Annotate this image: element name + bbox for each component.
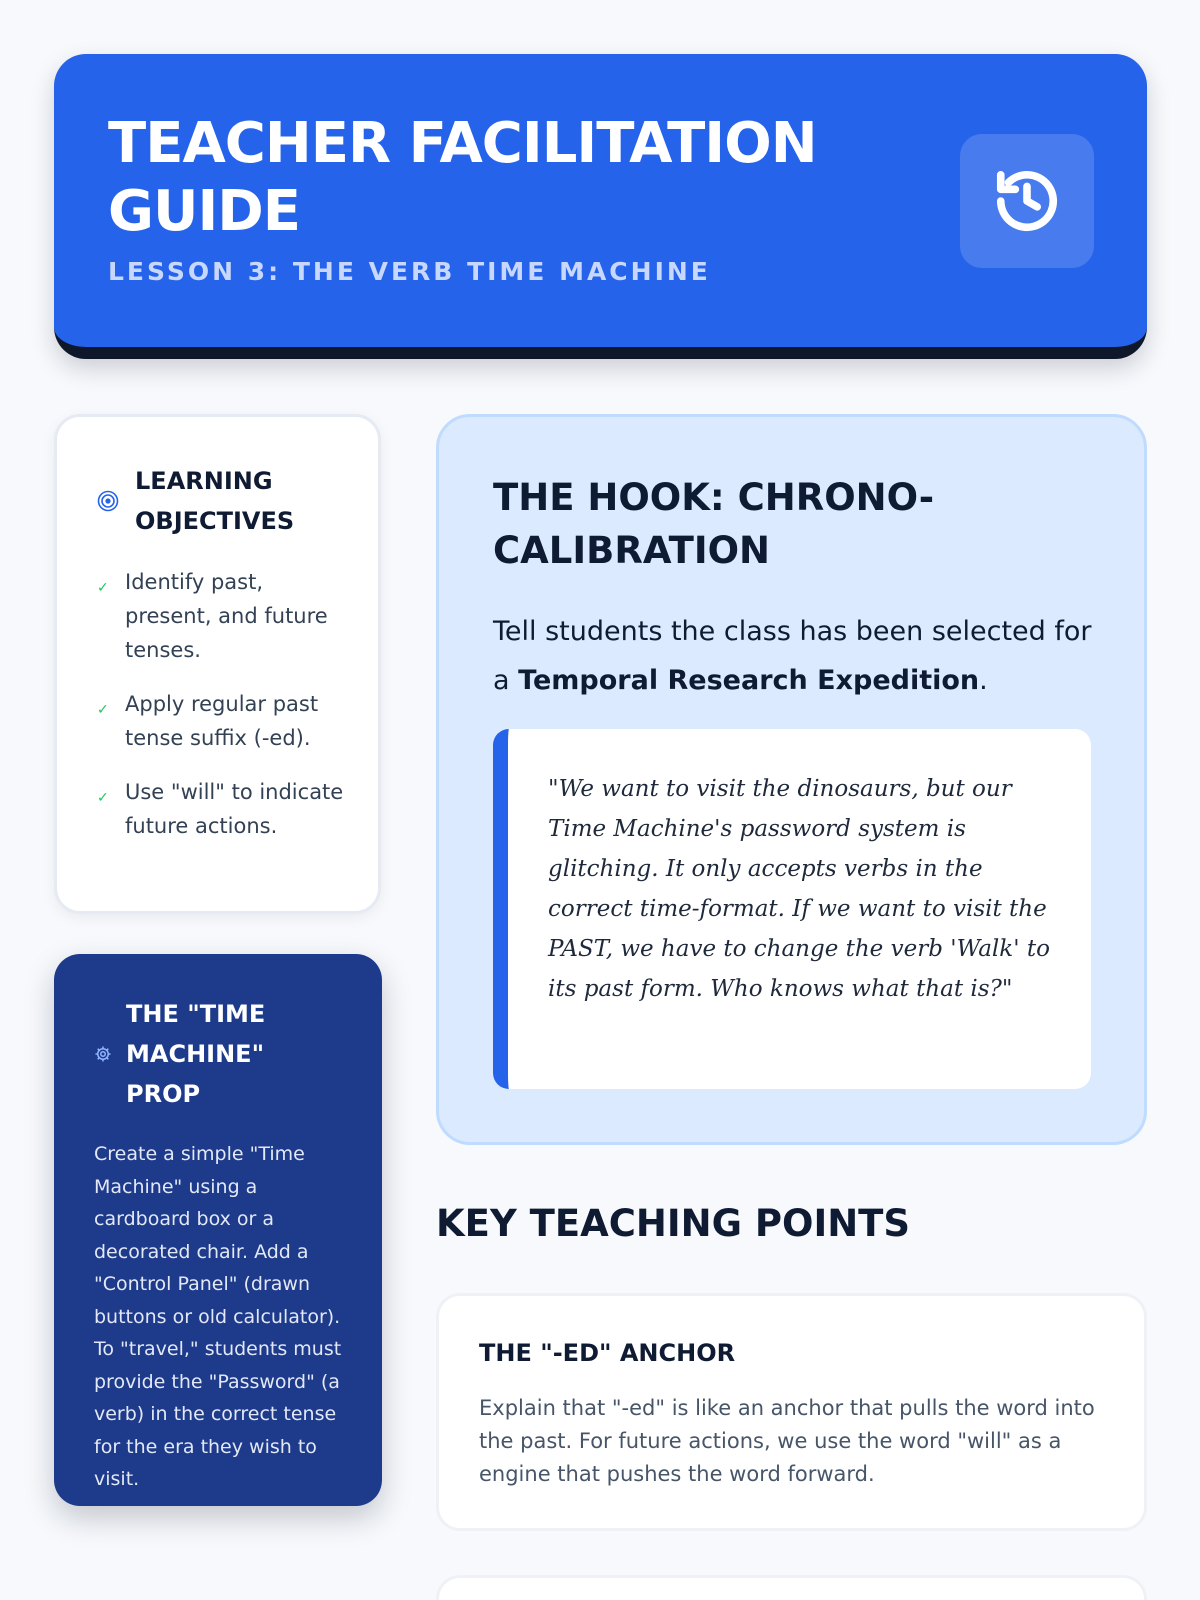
objective-text: Apply regular past tense suffix (-ed).: [125, 692, 319, 750]
prop-description: Create a simple "Time Machine" using a cardboard box or a decorated chair. Add a "Control Panel" (drawn buttons or old calculator). To "travel," students must provide the "Password" (a verb) in the correct tense for the era they wish to visit.: [94, 1143, 342, 1490]
quote-text: "We want to visit the dinosaurs, but our Time Machine's password system is glitching. It only accepts verbs in the correct time-format. If we want to visit the PAST, we have to change the verb 'Walk' to its past form. Who knows what that is?": [548, 776, 1050, 1002]
lesson-subtitle: LESSON 3: THE VERB TIME MACHINE: [108, 257, 711, 286]
list-item: [97, 775, 347, 843]
list-item: [97, 565, 347, 667]
objectives-title: LEARNING OBJECTIVES: [135, 467, 295, 535]
teaching-point-card: [436, 1575, 1147, 1600]
hook-text-end: .: [979, 665, 988, 696]
hook-text: Tell students the class has been selected for a: [493, 616, 1092, 696]
prop-title: THE "TIME MACHINE" PROP: [126, 1000, 266, 1108]
list-item: [97, 687, 347, 755]
objectives-heading: [97, 461, 335, 541]
check-icon: ✓: [97, 702, 109, 718]
prop-heading: [94, 994, 306, 1114]
hook-quote: [493, 729, 1091, 1089]
page-title: TEACHER FACILITATION GUIDE: [108, 111, 817, 244]
hook-title: THE HOOK: CHRONO-CALIBRATION: [493, 476, 935, 572]
key-points-title: KEY TEACHING POINTS: [436, 1202, 911, 1245]
hook-description: [493, 607, 1103, 705]
objective-text: Identify past, present, and future tenses.: [125, 570, 328, 662]
header-banner: [54, 54, 1147, 359]
teaching-point-body: Explain that "-ed" is like an anchor that pulls the word into the past. For future actions, we use the word "will" as a engine that pushes the word forward.: [479, 1396, 1095, 1486]
history-clock-icon: [960, 134, 1094, 268]
check-icon: ✓: [97, 790, 109, 806]
learning-objectives-card: [54, 414, 381, 914]
target-icon: [97, 490, 119, 512]
objectives-list: [97, 565, 347, 863]
hook-emphasis: Temporal Research Expedition: [518, 665, 980, 696]
teaching-point-title: THE "-ED" ANCHOR: [479, 1339, 736, 1367]
check-icon: ✓: [97, 580, 109, 596]
objective-text: Use "will" to indicate future actions.: [125, 780, 344, 838]
teaching-point-card: [436, 1293, 1147, 1531]
time-machine-prop-card: [54, 954, 382, 1506]
gear-icon: [94, 1045, 112, 1063]
hook-card: [436, 414, 1147, 1145]
